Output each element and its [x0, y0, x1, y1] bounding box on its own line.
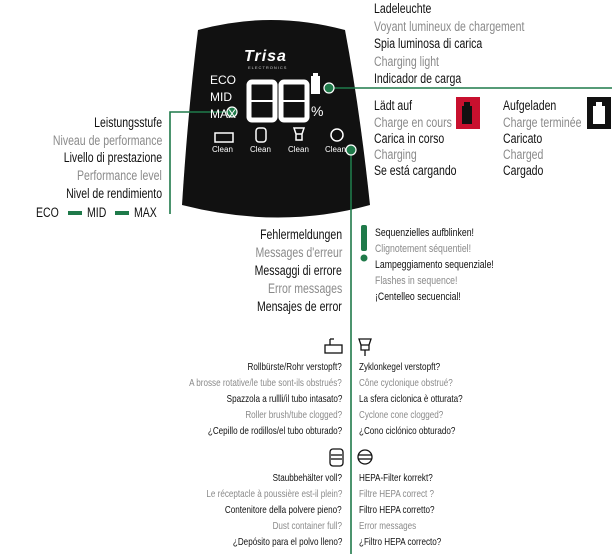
- sequential-en: Flashes in sequence!: [375, 275, 458, 287]
- level-max: MAX: [210, 107, 237, 121]
- scale-max: MAX: [134, 205, 157, 220]
- charged-it: Caricato: [503, 131, 543, 146]
- errors-es: Mensajes de error: [257, 299, 342, 314]
- cyclone-de: Zyklonkegel verstopft?: [359, 362, 441, 373]
- errors-it: Messaggi di errore: [254, 263, 342, 278]
- charged-de: Aufgeladen: [503, 98, 557, 113]
- charging-it: Carica in corso: [374, 131, 445, 146]
- percent-unit: %: [311, 103, 324, 119]
- container-de: Staubbehälter voll?: [272, 473, 342, 484]
- brush-de: Rollbürste/Rohr verstopft?: [247, 362, 342, 373]
- hepa-es: ¿Filtro HEPA correcto?: [359, 537, 442, 548]
- cyclone-es: ¿Cono ciclónico obturado?: [359, 426, 456, 437]
- hepa-it: Filtro HEPA corretto?: [359, 505, 435, 516]
- hepa-fr: Filtre HEPA correct ?: [359, 489, 435, 500]
- clean-label-3: Clean: [288, 145, 309, 154]
- brand-logo: Trisa: [244, 48, 287, 65]
- errors-de: Fehlermeldungen: [260, 227, 342, 242]
- charging-light-fr: Voyant lumineux de chargement: [374, 19, 525, 34]
- brush-it: Spazzola a rullli/il tubo intasato?: [226, 394, 342, 405]
- charging-en: Charging: [374, 147, 417, 162]
- brush-fr: A brosse rotative/le tube sont-ils obstrués?: [189, 378, 342, 389]
- cyclone-it: La sfera ciclonica è otturata?: [359, 394, 463, 405]
- charging-light-it: Spia luminosa di carica: [374, 36, 483, 51]
- charging-light-es: Indicador de carga: [374, 71, 462, 86]
- cyclone-icon: [359, 339, 371, 356]
- hepa-en: Error messages: [359, 521, 417, 532]
- sequential-es: ¡Centelleo secuencial!: [375, 291, 461, 303]
- sequential-it: Lampeggiamento sequenziale!: [375, 259, 494, 271]
- charging-battery-icon: [456, 97, 480, 129]
- errors-fr: Messages d'erreur: [255, 245, 342, 260]
- clean-label-4: Clean: [325, 145, 346, 154]
- brush-icon: [325, 339, 342, 353]
- brush-es: ¿Cepillo de rodillos/el tubo obturado?: [207, 426, 342, 437]
- performance-de: Leistungsstufe: [94, 115, 162, 130]
- exclamation-icon: [361, 225, 368, 262]
- container-en: Dust container full?: [272, 521, 342, 532]
- charging-de: Lädt auf: [374, 98, 413, 113]
- container-it: Contenitore della polvere pieno?: [225, 505, 342, 516]
- container-es: ¿Depósito para el polvo lleno?: [232, 537, 342, 548]
- sequential-fr: Clignotement séquentiel!: [375, 243, 472, 255]
- sequential-de: Sequenzielles aufblinken!: [375, 227, 474, 239]
- charging-light-en: Charging light: [374, 54, 439, 69]
- charged-es: Cargado: [503, 163, 544, 178]
- cyclone-fr: Cône cyclonique obstrué?: [359, 378, 453, 389]
- performance-fr: Niveau de performance: [52, 133, 162, 148]
- charged-fr: Charge terminée: [503, 115, 582, 130]
- hepa-de: HEPA-Filter korrekt?: [359, 473, 433, 484]
- errors-en: Error messages: [267, 281, 342, 296]
- container-fr: Le réceptacle à poussière est-il plein?: [205, 489, 342, 500]
- container-icon: [330, 449, 343, 466]
- level-mid: MID: [210, 90, 232, 104]
- panel-battery-icon: [311, 73, 320, 94]
- scale-eco: ECO: [36, 205, 59, 220]
- performance-es: Nivel de rendimiento: [66, 186, 162, 201]
- brush-en: Roller brush/tube clogged?: [245, 410, 342, 421]
- performance-it: Livello di prestazione: [63, 150, 162, 165]
- scale-mid: MID: [87, 205, 107, 220]
- charging-es: Se está cargando: [374, 163, 457, 178]
- level-eco: ECO: [210, 73, 237, 87]
- clean-label-2: Clean: [250, 145, 271, 154]
- performance-en: Performance level: [77, 168, 162, 183]
- hepa-icon: [358, 450, 372, 464]
- charged-battery-icon: [587, 97, 611, 129]
- clean-label-1: Clean: [212, 145, 233, 154]
- brand-sub: ELECTRONICS: [248, 65, 288, 70]
- charging-fr: Charge en cours: [374, 115, 452, 130]
- charging-light-de: Ladeleuchte: [374, 1, 432, 16]
- charged-en: Charged: [503, 147, 544, 162]
- cyclone-en: Cyclone cone clogged?: [359, 410, 444, 421]
